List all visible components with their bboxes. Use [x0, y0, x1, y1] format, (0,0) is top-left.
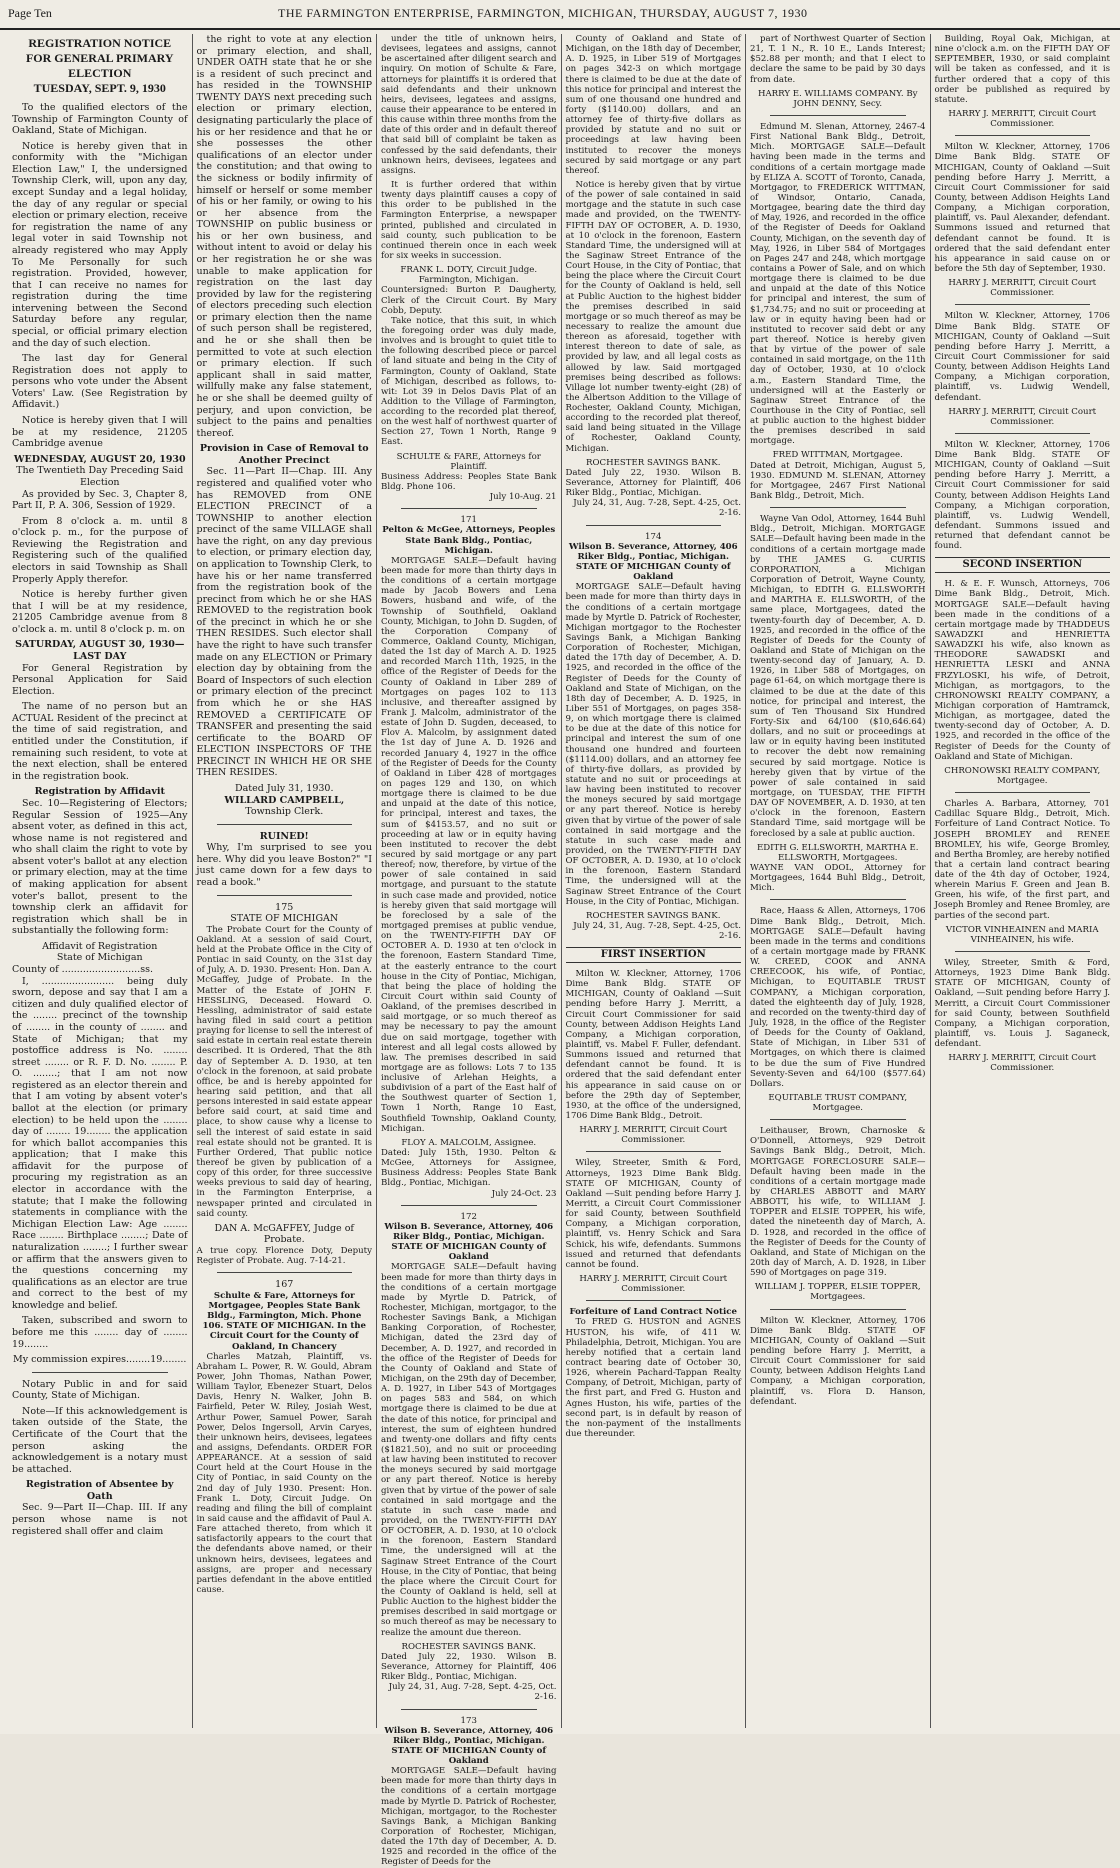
column-2	[193, 34, 378, 1728]
signer-name: WILLARD CAMPBELL,	[224, 794, 345, 806]
notice-heading: STATE OF MICHIGAN	[230, 913, 339, 925]
joke-text: Why, I'm surprised to see you here. Why did you leave Boston?" "I just came down for a few days to read a book."	[196, 842, 372, 889]
divider	[401, 1205, 537, 1206]
dated-line: Dated: July 15th, 1930. Pelton & McGee, Attorneys for Assignee, Business Address: Peoples State Bank Bldg., Pontiac, Michigan.	[381, 1148, 557, 1189]
divider	[955, 433, 1091, 434]
run-dates: July 24-Oct. 23	[491, 1188, 557, 1199]
run-dates: July 24, 31, Aug. 7-28, Sept. 4-25, Oct. 2-16.	[388, 1682, 557, 1703]
divider	[401, 508, 537, 509]
mortgage-sale-notice: Race, Haass & Allen, Attorneys, 1706 Dime Bank Bldg., Detroit, Mich. MORTGAGE SALE—Default having been made in the terms and conditions of a certain mortgage made by FRANK W. CREED, COOK and ANNA CREECOOK, his wife, of Pontiac, Michigan, to EQUITABLE TRUST COMPANY, a Michigan corporation, dated the eighteenth day of July, 1928, and recorded on the twenty-third day of July, 1928, in the office of the Register of Deeds for the County of Oakland, State of Michigan, in Liber 531 of Mortgages, on which there is claimed to be due the sum of Five Hundred Seventy-Seven and 64/100 ($577.64) Dollars.	[750, 906, 926, 1089]
mortgage-sale-notice: MORTGAGE SALE—Default having been made for more than thirty days in the conditions of a certain mortgage made by Jacob Bowers and Lena Bowers, husband and wife, of the Township of Southfield, Oakland County, Michigan, to John D. Sugden, of the Corporation Company of Commerce, Oakland County, Michigan, dated the 1st day of March A. D. 1925 and recorded March 11th, 1925, in the office of the Register of Deeds for the County of Oakland in Liber 289 of Mortgages on pages 102 to 113 inclusive, and thereafter assigned by Frank J. Malcolm, administrator of the estate of John D. Sugden, deceased, to Flov A. Malcolm, by assignment dated the 1st day of June A. D. 1926 and recorded January 4, 1927 in the office of the Register of Deeds for the County of Oakland in Liber 428 of mortgages on pages 129 and 130, on which mortgage there is claimed to be due and unpaid at the date of this notice, for principal, interest and taxes, the sum of $4153.57, and no suit or proceeding at law or in equity having been instituted to recover the debt secured by said mortgage or any part thereof; now, therefore, by virtue of the power of sale contained in said mortgage, and pursuant to the statute in such case made and provided, notice is hereby given that said mortgage will be foreclosed by a sale of the mortgaged premises at public vendue, on the TWENTY-FIFTH DAY OF OCTOBER A. D. 1930 at ten o'clock in the forenoon, Eastern Standard Time, at the easterly entrance to the court house in the City of Pontiac, Michigan, that being the place of holding the Circuit Court within said County of Oakland, of the premises described in said mortgage, or so much thereof as may be necessary to pay the amount due on said mortgage, together with interest and all legal costs allowed by law. The premises described in said mortgage are as follows: Lots 7 to 135 inclusive of Arlehan Heights, a subdivision of a part of the East half of the Southwest quarter of Section 1, Town 1 North, Range 10 East, Southfield Township, Oakland County, Michigan.	[381, 555, 557, 1134]
paragraph: part of Northwest Quarter of Section 21, T. 1 N., R. 10 E., Lands Interest; $52.88 per month; and that I elect to declare the same to be paid by 30 days from date.	[750, 34, 926, 85]
page-number: Page Ten	[8, 6, 52, 20]
signature: FRED WITTMAN, Mortgagee.	[772, 450, 903, 461]
divider	[32, 1372, 168, 1373]
court-notice: Milton W. Kleckner, Attorney, 1706 Dime Bank Bldg. STATE OF MICHIGAN, County of Oakland —Suit pending before Harry J. Merritt, a Circuit Court Commissioner for said County, between Addison Heights Land Company, a Michigan corporation, plaintiff, vs. Flora D. Hanson, defendant.	[750, 1315, 926, 1407]
section-heading: Registration by Affidavit	[34, 786, 165, 798]
forfeiture-notice: To FRED G. HUSTON and AGNES HUSTON, his wife, of 411 W. Philadelphia, Detroit, Michigan. You are hereby notified that a certain land contract bearing date of October 30, 1926, wherein Pachard-Tappan Realty Company, of Detroit, Michigan, party of the first part, and Fred G. Huston and Agnes Huston, his wife, parties of the second part, is in default by reason of the non-payment of the installments due thereunder.	[565, 1317, 741, 1439]
divider	[586, 1151, 722, 1152]
form-commission: My commission expires........19........	[13, 1354, 187, 1366]
date-heading: WEDNESDAY, AUGUST 20, 1930	[13, 453, 186, 465]
paragraph: Sec. 9—Part II—Chap. III. If any person whose name is not registered shall offer and claim	[12, 1502, 188, 1537]
signature: HARRY J. MERRITT, Circuit Court Commissioner.	[948, 108, 1097, 130]
judge-signature: FRANK L. DOTY, Circuit Judge. Farmington, Michigan.	[400, 265, 538, 286]
divider	[955, 304, 1091, 305]
signer-title: Township Clerk.	[245, 806, 324, 818]
run-dates: July 24, 31, Aug. 7-28, Sept. 4-25, Oct. 2-16.	[573, 920, 741, 942]
dated-line: Dated at Detroit, Michigan, August 5, 1930. EDMUND M. SLENAN, Attorney for Mortgagee, 2467 First National Bank Bldg., Detroit, Mich.	[750, 460, 926, 502]
form-body: I, ........................ being duly sworn, depose and say that I am a citizen and duly qualified elector of the ........ precinct of the township of ........ in the county of ........ and State of Michigan; that my postoffice address is No. ........ street ........ or R. F. D. No. ........ P. O. ........; that I am not now registered as an elector therein and that I am voting by absent voter's ballot at the election (or primary election) to be held upon the ........ day of ........ 19........ the application for which ballot accompanies this application; that I make this affidavit for the purpose of procuring my registration as an elector in accordance with the statute; that I make the following statements in compliance with the Michigan Election Law: Age ........ Race ........ Birthplace ........; Date of naturalization ........; I further swear or affirm that the answers given to the questions concerning my qualifications as an elector are true and correct to the best of my knowledge and belief.	[12, 975, 188, 1311]
mortgage-sale-notice: MORTGAGE SALE—Default having been made for more than thirty days in the conditions of a certain mortgage made by Myrtle D. Patrick of Rochester, Michigan, mortgagor, to the Rochester Savings Bank, a Michigan Banking Corporation of Rochester, Michigan, dated the 17th day of December, A. D. 1925 and recorded in the office of the Register of Deeds for the	[381, 1766, 557, 1868]
probate-judge: DAN A. McGAFFEY, Judge of Probate.	[214, 1222, 354, 1246]
divider	[955, 792, 1091, 793]
divider	[770, 115, 906, 116]
paragraph: Sec. 11—Part II—Chap. III. Any registered and qualified voter who has REMOVED from ONE ELECTION PRECINCT of a TOWNSHIP to another election precinct of the same VILLAGE shall have the right, on any day previous to election, or primary election day, on application to Township Clerk, to have his or her name transferred from the registration book of the precinct from which he or she HAS REMOVED to the registration book of the precinct in which he or she THEN RESIDES. Such elector shall have the right to have such transfer made on any ELECTION or Primary election day by obtaining from the Board of Inspectors of such election or primary election of the precinct from which he or she HAS REMOVED a CERTIFICATE OF TRANSFER and presenting the said certificate to the BOARD OF ELECTION INSPECTORS OF THE PRECINCT IN WHICH HE OR SHE THEN RESIDES.	[196, 466, 372, 779]
mortgage-sale-notice: H. & E. F. Wunsch, Attorneys, 706 Dime Bank Bldg., Detroit, Mich. MORTGAGE SALE—Default having been made in the conditions of a certain mortgage made by THADDEUS SAWADZKI and HENRIETTA SAWADZKI his wife, also known as THEODORE SAWADSKI and HENRIETTA LESKI and ANNA FRZYLOSKI, his wife, of Detroit, Michigan, as mortgagors, to the CHRONOWSKI REALTY COMPANY, a Michigan corporation of Hamtramck, Michigan, as mortgagee, dated the twenty-second day of October, A. D. 1925, and recorded in the office of the Register of Deeds for the County of Oakland and State of Michigan.	[934, 579, 1110, 762]
divider	[217, 1272, 353, 1273]
note: Note—If this acknowledgement is taken outside of the State, the Certificate of the Court that the person asking the acknowledgement is a notary must be attached.	[12, 1405, 188, 1475]
notice-heading: Pelton & McGee, Attorneys, Peoples State Bank Bldg., Pontiac, Michigan.	[382, 525, 556, 556]
form-state: State of Michigan	[56, 952, 143, 964]
section-heading: Provision in Case of Removal to Another Precinct	[199, 443, 369, 466]
first-insertion-heading: FIRST INSERTION	[566, 947, 742, 963]
run-dates: July 24, 31, Aug. 7-28, Sept. 4-25, Oct. 2-16.	[573, 498, 741, 519]
divider	[955, 135, 1091, 136]
form-county: County of ..........................ss.	[12, 964, 153, 976]
chancery-notice: Charles Matzah, Plaintiff, vs. Abraham L. Power, R. W. Gould, Abram Power, John Thomas, Nathan Power, William Taylor, Ebenezer Stuart, Delos Davis, Henry N. Walker, John B. Fairfield, Peter W. Riley, Josiah West, Arthur Power, Samuel Power, Sarah Power, Delos Ingersoll, Arvin Caryes, their unknown heirs, devisees, legatees and assigns, Defendants. ORDER FOR APPEARANCE. At a session of said Court held at the Court House in the City of Pontiac, in said County on the 2nd day of July 1930. Present: Hon. Frank L. Doty, Circuit Judge. On reading and filing the bill of complaint in said cause and the affidavit of Paul A. Fare attached thereto, from which it satisfactorily appears to the court that the defendants above named, or their unknown heirs, devisees, legatees and assigns, are proper and necessary parties defendant in the above entitled cause.	[196, 1351, 372, 1595]
signature: HARRY J. MERRITT, Circuit Court Commissioner.	[579, 1125, 728, 1146]
registration-notice-headline	[12, 36, 188, 96]
divider	[217, 824, 353, 825]
signature: VICTOR VINHEAINEN and MARIA VINHEAINEN, his wife.	[945, 924, 1099, 945]
notice-number: 173	[460, 1715, 477, 1726]
signature: EDITH G. ELLSWORTH, MARTHA E. ELLSWORTH, Mortgagees.	[757, 842, 919, 863]
masthead: THE FARMINGTON ENTERPRISE, FARMINGTON, MICHIGAN, THURSDAY, AUGUST 7, 1930	[278, 6, 808, 20]
countersigned: Countersigned: Burton P. Daugherty, Clerk of the Circuit Court. By Mary Cobb, Deputy.	[381, 285, 557, 316]
signature: HARRY J. MERRITT, Circuit Court Commissioner.	[948, 278, 1097, 299]
column-4	[562, 34, 747, 1728]
notice-number: 167	[275, 1279, 294, 1291]
signature: HARRY E. WILLIAMS COMPANY. By JOHN DENNY, Secy.	[757, 88, 918, 109]
paragraph: Take notice, that this suit, in which the foregoing order was duly made, involves and is brought to quiet title to the following described piece or parcel of land situate and being in the City of Farmington, County of Oakland, State of Michigan, described as follows, to-wit: Lot 39 in Delos Davis Plat of an Addition to the Village of Farmington, according to the recorded plat thereof, on the west half of northwest quarter of Section 27, Town 1 North, Range 9 East.	[381, 315, 557, 448]
paragraph: The last day for General Registration does not apply to persons who vote under the Absent Voters' Law. (See Registration by Affidavit.)	[12, 353, 188, 411]
signature: ROCHESTER SAVINGS BANK.	[401, 1641, 536, 1652]
divider	[955, 951, 1091, 952]
paragraph: Notice is hereby given that in conformity with the "Michigan Election Law," I, the undersigned Township Clerk, will, upon any day, except Sunday and a legal holiday, the day of any regular or special election or primary election, receive for registration the name of any legal voter in said Township not already registered who may Apply To Me Personally for such registration. Provided, however, that I can receive no names for registration during the time intervening between the Second Saturday before any regular, special, or official primary election and the day of such election.	[12, 140, 188, 349]
run-dates: July 10-Aug. 21	[489, 492, 557, 503]
signature: CHRONOWSKI REALTY COMPANY, Mortgagee.	[944, 765, 1101, 786]
divider	[401, 1709, 537, 1710]
column-6	[931, 34, 1115, 1728]
notice-heading: Schulte & Fare, Attorneys for Mortgagee, Peoples State Bank Bldg., Farmington, Mich. Phone 106. STATE OF MICHIGAN. In the Circuit Court for the County of Oakland, In Chancery	[202, 1290, 367, 1352]
divider	[770, 1119, 906, 1120]
signature: HARRY J. MERRITT, Circuit Court Commissioner.	[948, 1053, 1097, 1074]
paragraph: Notice is hereby further given that I will be at my residence, 21205 Cambridge avenue from 8 o'clock a. m. until 8 o'clock p. m. on	[12, 589, 188, 635]
signature: FLOY A. MALCOLM, Assignee.	[401, 1137, 537, 1148]
court-notice: Milton W. Kleckner, Attorney, 1706 Dime Bank Bldg. STATE OF MICHIGAN, County of Oakland —Suit pending before Harry J. Merritt, a Circuit Court Commissioner for said County, between Addison Heights Land Company, a Michigan corporation, plaintiff, vs. Ludwig Wendell, defendant.	[934, 311, 1110, 403]
paragraph: It is further ordered that within twenty days plaintiff causes a copy of this order to be published in the Farmington Enterprise, a newspaper printed, published and circulated in said county, such publication to be continued therein once in each week for six weeks in succession.	[381, 179, 557, 261]
column-3	[377, 34, 562, 1868]
mortgage-sale-notice: Wayne Van Odol, Attorney, 1644 Buhl Bldg., Detroit, Michigan. MORTGAGE SALE—Default having been made in the conditions of a certain mortgage made by THE JAMES G. CURTIS CORPORATION, a Michigan Corporation of Detroit, Wayne County, Michigan, to EDITH G. ELLSWORTH and MARTHA E. ELLSWORTH, of the same place, Mortgagees, dated the twenty-fourth day of December, A. D. 1925, and recorded in the office of the Register of Deeds for the County of Oakland and State of Michigan on the twenty-second day of January, A. D. 1926, in Liber 588 of Mortgages, on page 61-64, on which mortgage there is claimed to be due at the date of this notice, for principal and interest, the sum of Ten Thousand Six Hundred Forty-Six and 64/100 ($10,646.64) dollars, and no suit or proceedings at law or in equity having been instituted to recover the debt now remaining secured by said mortgage. Notice is hereby given that by virtue of the power of sale contained in said mortgage, on TUESDAY, THE FIFTH DAY OF NOVEMBER, A. D. 1930, at ten o'clock in the forenoon, Eastern Standard Time, said mortgage will be foreclosed by a sale at public auction.	[750, 514, 926, 839]
signature: ROCHESTER SAVINGS BANK.	[586, 910, 721, 921]
paragraph: County of Oakland and State of Michigan, on the 18th day of December, A. D. 1925, in Liber 519 of Mortgages on pages 342-3 on which mortgage there is claimed to be due at the date of this notice for principal and interest the sum of one thousand one hundred and forty ($1140.00) dollars, and an attorney fee of thirty-five dollars as provided by statute and no suit or proceedings at law having been instituted to recover the moneys secured by said mortgage or any part thereof.	[565, 34, 741, 176]
dated-line: Dated July 31, 1930.	[235, 783, 334, 794]
form-sworn: Taken, subscribed and sworn to before me this ........ day of ........ 19........	[12, 1315, 188, 1350]
section-heading: Registration of Absentee by Oath	[25, 1479, 174, 1502]
columns	[8, 34, 1114, 1868]
notice-heading: Wilson B. Severance, Attorney, 406 Riker Bldg., Pontiac, Michigan. STATE OF MICHIGAN County of Oakland	[384, 1725, 554, 1767]
signature: SCHULTE & FARE, Attorneys for Plaintiff.	[396, 451, 541, 472]
second-insertion-heading: SECOND INSERTION	[935, 557, 1111, 573]
joke-heading: RUINED!	[259, 830, 309, 842]
notice-heading: Wilson B. Severance, Attorney, 406 Riker Bldg., Pontiac, Michigan. STATE OF MICHIGAN County of Oakland	[384, 1221, 554, 1263]
notice-number: 174	[645, 531, 662, 542]
column-1	[8, 34, 193, 1728]
headline-line-1: REGISTRATION NOTICE	[28, 36, 172, 50]
divider	[770, 899, 906, 900]
paragraph: Building, Royal Oak, Michigan, at nine o'clock a.m. on the FIFTH DAY OF SEPTEMBER, 1930, or said complaint will be taken as confessed, and it is further ordered that a copy of this order be published as required by statute.	[934, 34, 1110, 105]
probate-notice: The Probate Court for the County of Oakland. At a session of said Court, held at the Probate Office in the City of Pontiac in said County, on the 31st day of July, A. D. 1930. Present: Hon. Dan A. McGaffey, Judge of Probate. In the Matter of the Estate of JOHN F. HESSLING, Deceased. Howard O. Hessling, administrator of said estate having filed in said court a petition praying for license to sell the interest of said estate in certain real estate therein described. It is Ordered, That the 8th day of September A. D. 1930, at ten o'clock in the forenoon, at said probate office, be and is hereby appointed for hearing said petition, and that all persons interested in said estate appear before said court, at said time and place, to show cause why a license to sell the interest of said estate in said real estate should not be granted. It is Further Ordered, That public notice thereof be given by publication of a copy of this order, for three successive weeks previous to said day of hearing, in the Farmington Enterprise, a newspaper printed and circulated in said county.	[196, 924, 372, 1219]
paragraph: Notice is hereby given that I will be at my residence, 21205 Cambridge avenue	[12, 415, 188, 450]
paragraph: Sec. 10—Registering of Electors; Regular Session of 1925—Any absent voter, as defined in this act, whose name is not registered and who shall claim the right to vote by absent voter's ballot at any election or primary election, may at the time of making application for absent voter's ballot, present to the township clerk an affidavit for registration which shall be in substantially the following form:	[12, 797, 188, 937]
divider	[770, 1309, 906, 1310]
court-notice: Milton W. Kleckner, Attorney, 1706 Dime Bank Bldg. STATE OF MICHIGAN, County of Oakland —Suit pending before Harry J. Merritt, a Circuit Court Commissioner for said County, between Addison Heights Land Company, a Michigan corporation, plaintiff, vs. Mabel F. Fuller, defendant. Summons issued and returned that defendant cannot be found. It is ordered that the said defendant enter his appearance in said cause on or before the 29th day of September, 1930, at the office of the undersigned, 1706 Dime Bank Bldg., Detroit.	[565, 969, 741, 1121]
signature: EQUITABLE TRUST COMPANY, Mortgagee.	[768, 1092, 908, 1114]
court-notice: Wiley, Streeter, Smith & Ford, Attorneys, 1923 Dime Bank Bldg. STATE OF MICHIGAN, County of Oakland, —Suit pending before Harry J. Merritt, a Circuit Court Commissioner for said County, between Southfield Company, a Michigan corporation, plaintiff, vs. Louis J. Saganeck, defendant.	[934, 958, 1110, 1050]
court-notice: Wiley, Streeter, Smith & Ford, Attorneys, 1923 Dime Bank Bldg. STATE OF MICHIGAN, County of Oakland —Suit pending before Harry J. Merritt, a Circuit Court Commissioner for said County, between Southfield Company, a Michigan corporation, plaintiff, vs. Henry Schick and Sara Schick, his wife, defendants. Summons issued and returned that defendants cannot be found.	[565, 1158, 741, 1270]
address: Business Address: Peoples State Bank Bldg. Phone 106.	[381, 471, 557, 493]
date-heading: SATURDAY, AUGUST 30, 1930—LAST DAY	[15, 639, 185, 663]
forfeiture-notice: Charles A. Barbara, Attorney, 701 Cadillac Square Bldg., Detroit, Mich. Forfeiture of Land Contract Notice. To JOSEPH BROMLEY and RENEE BROMLEY, his wife, George Bromley, and Bertha Bromley, are hereby notified that a certain land contract bearing date of the 4th day of October, 1924, wherein Marius F. Green and Jean B. Green, his wife, of the first part, and Joseph Bromley and Renee Bromley, are parties of the second part.	[934, 799, 1110, 921]
divider	[217, 895, 353, 896]
page-header	[0, 0, 1120, 30]
divider	[586, 525, 722, 526]
paragraph: For General Registration by Personal Application for Said Election.	[12, 662, 188, 697]
attorney-line: WAYNE VAN ODOL, Attorney for Mortgagees, 1644 Buhl Bldg., Detroit, Mich.	[750, 862, 926, 894]
paragraph: the right to vote at any election or primary election, and shall, UNDER OATH state that he or she is a resident of such precinct and has resided in the TOWNSHIP TWENTY DAYS next preceding such election or primary election, designating particularly the place of his or her residence and that he or she possesses the other qualifications of an elector under the constitution; and that owing to the sickness or bodily infirmity of himself or herself or some member of his or her family, or owing to his or her absence from the TOWNSHIP on public business or his or her own business, and without intent to avoid or delay his or her registration he or she was unable to make application for registration on the last day provided by law for the registering of electors preceding such election or primary election then the name of such person shall be registered, and he or she shall then be permitted to vote at such election or primary election. If such applicant shall in said matter, willfully make any false statement, he or she shall be deemed guilty of perjury, and upon conviction, be subject to the pains and penalties thereof.	[196, 34, 372, 439]
signature: HARRY J. MERRITT, Circuit Court Commissioner.	[579, 1273, 728, 1295]
signature: HARRY J. MERRITT, Circuit Court Commissioner.	[948, 406, 1097, 427]
dated-line: Dated July 22, 1930. Wilson B. Severance, Attorney for Plaintiff, 406 Riker Bldg., Pontiac, Michigan.	[565, 467, 741, 499]
paragraph: The name of no person but an ACTUAL Resident of the precinct at the time of said registration, and entitled under the Constitution, if remaining such resident, to vote at the next election, shall be entered in the registration book.	[12, 701, 188, 782]
signature: WILLIAM J. TOPPER, ELSIE TOPPER, Mortgagees.	[754, 1282, 921, 1303]
notice-number: 171	[460, 515, 477, 526]
court-notice: Milton W. Kleckner, Attorney, 1706 Dime Bank Bldg. STATE OF MICHIGAN, County of Oakland —Suit pending before Harry J. Merritt, a Circuit Court Commissioner for said County, between Addison Heights Land Company, a Michigan corporation, plaintiff, vs. Ludwig Wendell, defendant. Summons issued and returned that defendant cannot be found.	[934, 439, 1110, 552]
paragraph: From 8 o'clock a. m. until 8 o'clock p. m., for the purpose of Reviewing the Registration and Registering such of the qualified electors in said Township as Shall Properly Apply therefor.	[12, 515, 188, 585]
notice-heading: Forfeiture of Land Contract Notice	[569, 1307, 737, 1318]
mortgage-sale-notice: Leithauser, Brown, Charnoske & O'Donnell, Attorneys, 929 Detroit Savings Bank Bldg., Detroit, Mich. MORTGAGE FORECLOSURE SALE—Default having been made in the conditions of a certain mortgage made by CHARLES ABBOTT and MARY ABBOTT, his wife, to WILLIAM J. TOPPER and ELSIE TOPPER, his wife, dated the nineteenth day of March, A. D. 1928, and recorded in the office of the Register of Deeds for the County of Oakland, and State of Michigan on the 20th day of March, A. D. 1928, in Liber 590 of Mortgages on page 319.	[750, 1126, 926, 1279]
court-notice: Milton W. Kleckner, Attorney, 1706 Dime Bank Bldg. STATE OF MICHIGAN, County of Oakland —Suit pending before Harry J. Merritt, a Circuit Court Commissioner for said County, between Addison Heights Land Company, a Michigan corporation, plaintiff, vs. Paul Alexander, defendant. Summons issued and returned that defendant cannot be found. It is ordered that the said defendant enter his appearance in said cause on or before the 5th day of September, 1930.	[934, 142, 1110, 274]
notice-number: 172	[460, 1211, 477, 1222]
mortgage-sale-notice: MORTGAGE SALE—Default having been made for more than thirty days in the conditions of a certain mortgage made by Myrtle D. Patrick, of Rochester, Michigan, mortgagor, to the Rochester Savings Bank, a Michigan Banking Corporation, of Rochester, Michigan, dated the 23rd day of December, A. D. 1927, and recorded in the office of the Register of Deeds for the County of Oakland and State of Michigan, on the 29th day of December, A. D. 1927, in Liber 543 of Mortgages on pages 583 and 584, on which mortgage there is claimed to be due at the date of this notice, for principal and interest, the sum of eighteen hundred and twenty-one dollars and fifty cents ($1821.50), and no suit or proceeding at law having been instituted to recover the moneys secured by said mortgage or any part thereof. Notice is hereby given that by virtue of the power of sale contained in said mortgage and the statute in such case made and provided, on the TWENTY-FIFTH DAY OF OCTOBER, A. D. 1930, at 10 o'clock in the forenoon, Eastern Standard Time, the undersigned will at the Saginaw Street Entrance of the Court House, in the City of Pontiac, that being the place where the Circuit Court for the County of Oakland is held, sell at Public Auction to the highest bidder the premises described in said mortgage or so much thereof as may be necessary to realize the amount due thereon.	[381, 1262, 557, 1638]
paragraph: under the title of unknown heirs, devisees, legatees and assigns, cannot be ascertained after diligent search and inquiry. On motion of Schulte & Fare, attorneys for plaintiffs it is ordered that said defendants and their unknown heirs, devisees, legatees and assigns, cause their appearance to be entered in this cause within three months from the date of this order and in default thereof that said bill of complaint be taken as confessed by the said defendants, their unknown heirs, devisees, legatees and assigns.	[381, 34, 557, 176]
column-5	[746, 34, 931, 1728]
signature: ROCHESTER SAVINGS BANK.	[586, 457, 721, 468]
form-title: Affidavit of Registration	[42, 940, 158, 952]
paragraph: As provided by Sec. 3, Chapter 8, Part II, P. A. 306, Session of 1929.	[12, 488, 188, 512]
notice-number: 175	[275, 901, 294, 913]
dated-line: Dated July 22, 1930. Wilson B. Severance, Attorney for Plaintiff, 406 Riker Bldg., Pontiac, Michigan.	[381, 1651, 557, 1683]
headline-line-2: FOR GENERAL PRIMARY ELECTION	[25, 51, 174, 80]
paragraph: Notice is hereby given that by virtue of the power of sale contained in said mortgage and the statute in such case made and provided, on the TWENTY-FIFTH DAY OF OCTOBER, A. D. 1930, at 10 o'clock in the forenoon, Eastern Standard Time, the undersigned will at the Saginaw Street Entrance of the Court House, in the City of Pontiac, that being the place where the Circuit Court for the County of Oakland is held, sell at Public Auction to the highest bidder the premises described in said mortgage or so much thereof as may be necessary to realize the amount due thereon as aforesaid, together with interest thereon to date of sale, as provided by law, and all legal costs as allowed by law. Said mortgaged premises being described as follows: Village lot number twenty-eight (28) of the Albertson Addition to the Village of Rochester, Oakland County, Michigan, according to the recorded plat thereof, said land being situated in the Village of Rochester, Oakland County, Michigan.	[565, 179, 741, 454]
probate-attest: A true copy. Florence Doty, Deputy Register of Probate. Aug. 7-14-21.	[196, 1246, 372, 1267]
form-notary: Notary Public in and for said County, State of Michigan.	[12, 1378, 188, 1402]
paragraph: To the qualified electors of the Township of Farmington County of Oakland, State of Michigan.	[12, 102, 188, 137]
divider	[586, 1300, 722, 1301]
notice-heading: Wilson B. Severance, Attorney, 406 Riker Bldg., Pontiac, Michigan. STATE OF MICHIGAN County of Oakland	[568, 541, 738, 583]
date-subheading: The Twentieth Day Preceding Said Election	[16, 465, 184, 488]
mortgage-sale-notice: Edmund M. Slenan, Attorney, 2467-4 First National Bank Bldg., Detroit, Mich. MORTGAGE SALE—Default having been made in the terms and conditions of a certain mortgage made by ELIZA A. SCOTT of Toronto, Canada, Mortgagor, to FREDERICK WITTMAN, of Windsor, Ontario, Canada, Mortgagee, bearing date the third day of May, 1926, and recorded in the office of the Register of Deeds for Oakland County, Michigan, on the seventh day of May, 1926, in Liber 584 of Mortgages on Pages 247 and 248, which mortgage contains a Power of Sale, and on which mortgage there is claimed to be due and unpaid at the date of this Notice for principal and interest, the sum of $1,734.75; and no suit or proceeding at law or in equity having been had or instituted to recover said debt or any part thereof. Notice is hereby given that by virtue of the power of sale contained in said mortgage, on the 11th day of October, 1930, at 10 o'clock a.m., Eastern Standard Time, the undersigned will at the Easterly or Saginaw Street Entrance of the Courthouse in the City of Pontiac, sell at public auction to the highest bidder the premises described in said mortgage.	[750, 121, 926, 447]
headline-line-3: TUESDAY, SEPT. 9, 1930	[33, 81, 166, 95]
divider	[770, 507, 906, 508]
mortgage-sale-notice: MORTGAGE SALE—Default having been made for more than thirty days in the conditions of a certain mortgage made by Myrtle D. Patrick of Rochester, Michigan mortgagor to the Rochester Savings Bank, a Michigan Banking Corporation of Rochester, Michigan, dated the 17th day of December, A. D. 1925, and recorded in the office of the Register of Deeds for the County of Oakland and State of Michigan, on the 18th day of December, A. D. 1925, in Liber 551 of Mortgages, on pages 358-9, on which mortgage there is claimed to be due at the date of this notice for principal and interest the sum of one thousand one hundred and fourteen ($1114.00) dollars, and an attorney fee of thirty-five dollars, as provided by statute and no suit or proceedings at law having been instituted to recover the moneys secured by said mortgage or any part thereof. Notice is hereby given that by virtue of the power of sale contained in said mortgage and the statute in such case made and provided, on the TWENTY-FIFTH DAY OF OCTOBER, A. D. 1930, at 10 o'clock in the forenoon, Eastern Standard Time, the undersigned will at the Saginaw Street Entrance of the Court House, in the City of Pontiac, Michigan.	[565, 582, 741, 907]
